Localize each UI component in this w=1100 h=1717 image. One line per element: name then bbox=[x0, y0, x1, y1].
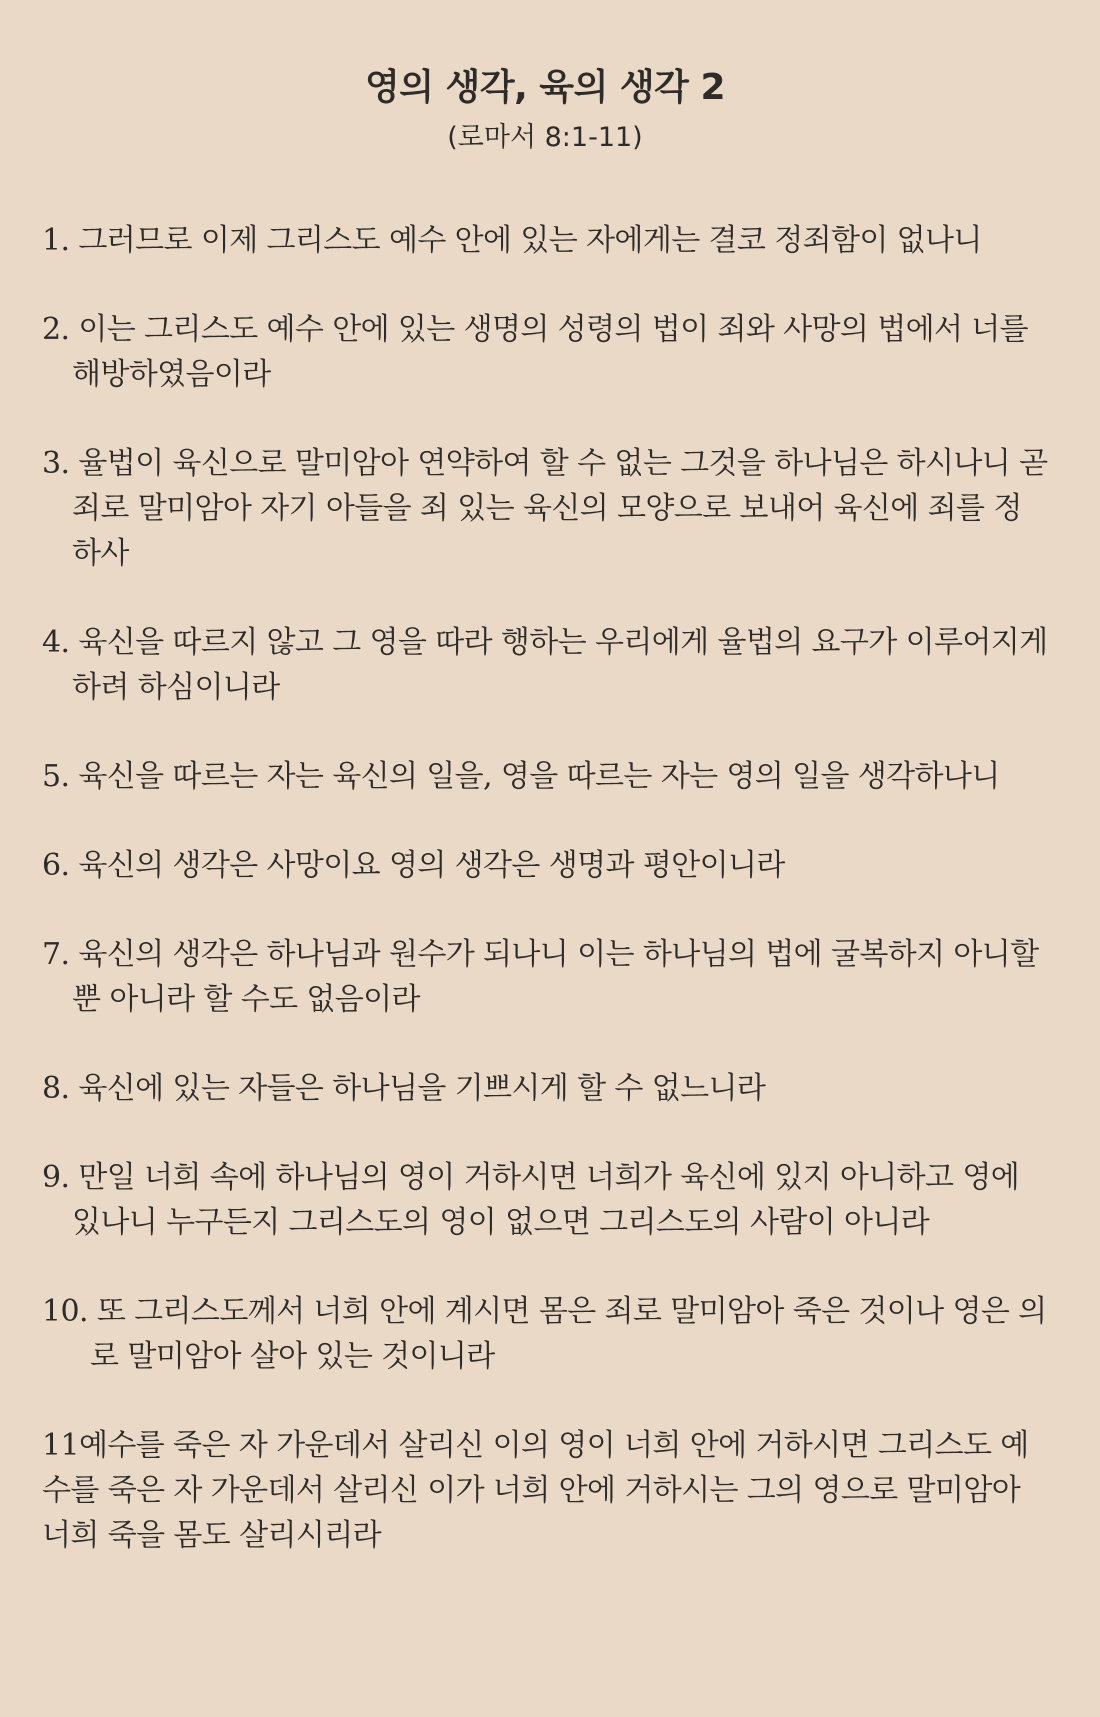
verse-text: 육신을 따르는 자는 육신의 일을, 영을 따르는 자는 영의 일을 생각하나니 bbox=[78, 759, 1000, 794]
verse-text: 율법이 육신으로 말미암아 연약하여 할 수 없는 그것을 하나님은 하시나니 곧 죄로 말미암아 자기 아들을 죄 있는 육신의 모양으로 보내어 육신에 죄를 정하사 bbox=[72, 446, 1048, 571]
verse-text: 육신을 따르지 않고 그 영을 따라 행하는 우리에게 율법의 요구가 이루어지게 하려 하심이니라 bbox=[72, 625, 1048, 705]
verse-7 bbox=[42, 932, 1048, 1022]
scripture-reference: (로마서 8:1-11) bbox=[447, 122, 643, 153]
verse-number: 9. bbox=[42, 1160, 79, 1195]
verse-number: 7. bbox=[42, 937, 79, 972]
verse-text: 만일 너희 속에 하나님의 영이 거하시면 너희가 육신에 있지 아니하고 영에 있나니 누구든지 그리스도의 영이 없으면 그리스도의 사람이 아니라 bbox=[72, 1160, 1020, 1240]
verse-8 bbox=[42, 1066, 1048, 1111]
verse-text: 육신에 있는 자들은 하나님을 기쁘시게 할 수 없느니라 bbox=[78, 1071, 766, 1106]
verse-number: 4. bbox=[42, 625, 79, 660]
verse-6 bbox=[42, 843, 1048, 888]
verse-number: 10. bbox=[42, 1294, 97, 1329]
verse-number: 8. bbox=[42, 1071, 79, 1106]
verse-text: 이는 그리스도 예수 안에 있는 생명의 성령의 법이 죄와 사망의 법에서 너를 해방하였음이라 bbox=[72, 312, 1029, 392]
verse-text: 육신의 생각은 사망이요 영의 생각은 생명과 평안이니라 bbox=[78, 848, 785, 883]
verse-number: 3. bbox=[42, 446, 79, 481]
verse-text: 또 그리스도께서 너희 안에 계시면 몸은 죄로 말미암아 죽은 것이나 영은 의로 말미암아 살아 있는 것이니라 bbox=[90, 1294, 1047, 1374]
verse-number: 5. bbox=[42, 759, 79, 794]
verse-4 bbox=[42, 620, 1048, 710]
verse-2 bbox=[42, 307, 1048, 397]
verse-number: 2. bbox=[42, 312, 79, 347]
page-title: 영의 생각, 육의 생각 2 bbox=[364, 67, 726, 108]
verse-1 bbox=[42, 218, 1048, 263]
verse-number: 6. bbox=[42, 848, 79, 883]
verse-number: 11 bbox=[42, 1428, 79, 1463]
verse-list bbox=[42, 218, 1048, 1558]
verse-11 bbox=[42, 1423, 1048, 1558]
verse-5 bbox=[42, 754, 1048, 799]
verse-text: 예수를 죽은 자 가운데서 살리신 이의 영이 너희 안에 거하시면 그리스도 예수를 죽은 자 가운데서 살리신 이가 너희 안에 거하시는 그의 영으로 말미암아 너희 죽을 몸도 살리시리라 bbox=[42, 1428, 1029, 1553]
verse-10 bbox=[42, 1289, 1048, 1379]
verse-number: 1. bbox=[42, 223, 79, 258]
verse-3 bbox=[42, 441, 1048, 576]
verse-9 bbox=[42, 1155, 1048, 1245]
verse-text: 그러므로 이제 그리스도 예수 안에 있는 자에게는 결코 정죄함이 없나니 bbox=[78, 223, 982, 258]
verse-text: 육신의 생각은 하나님과 원수가 되나니 이는 하나님의 법에 굴복하지 아니할 뿐 아니라 할 수도 없음이라 bbox=[72, 937, 1039, 1017]
